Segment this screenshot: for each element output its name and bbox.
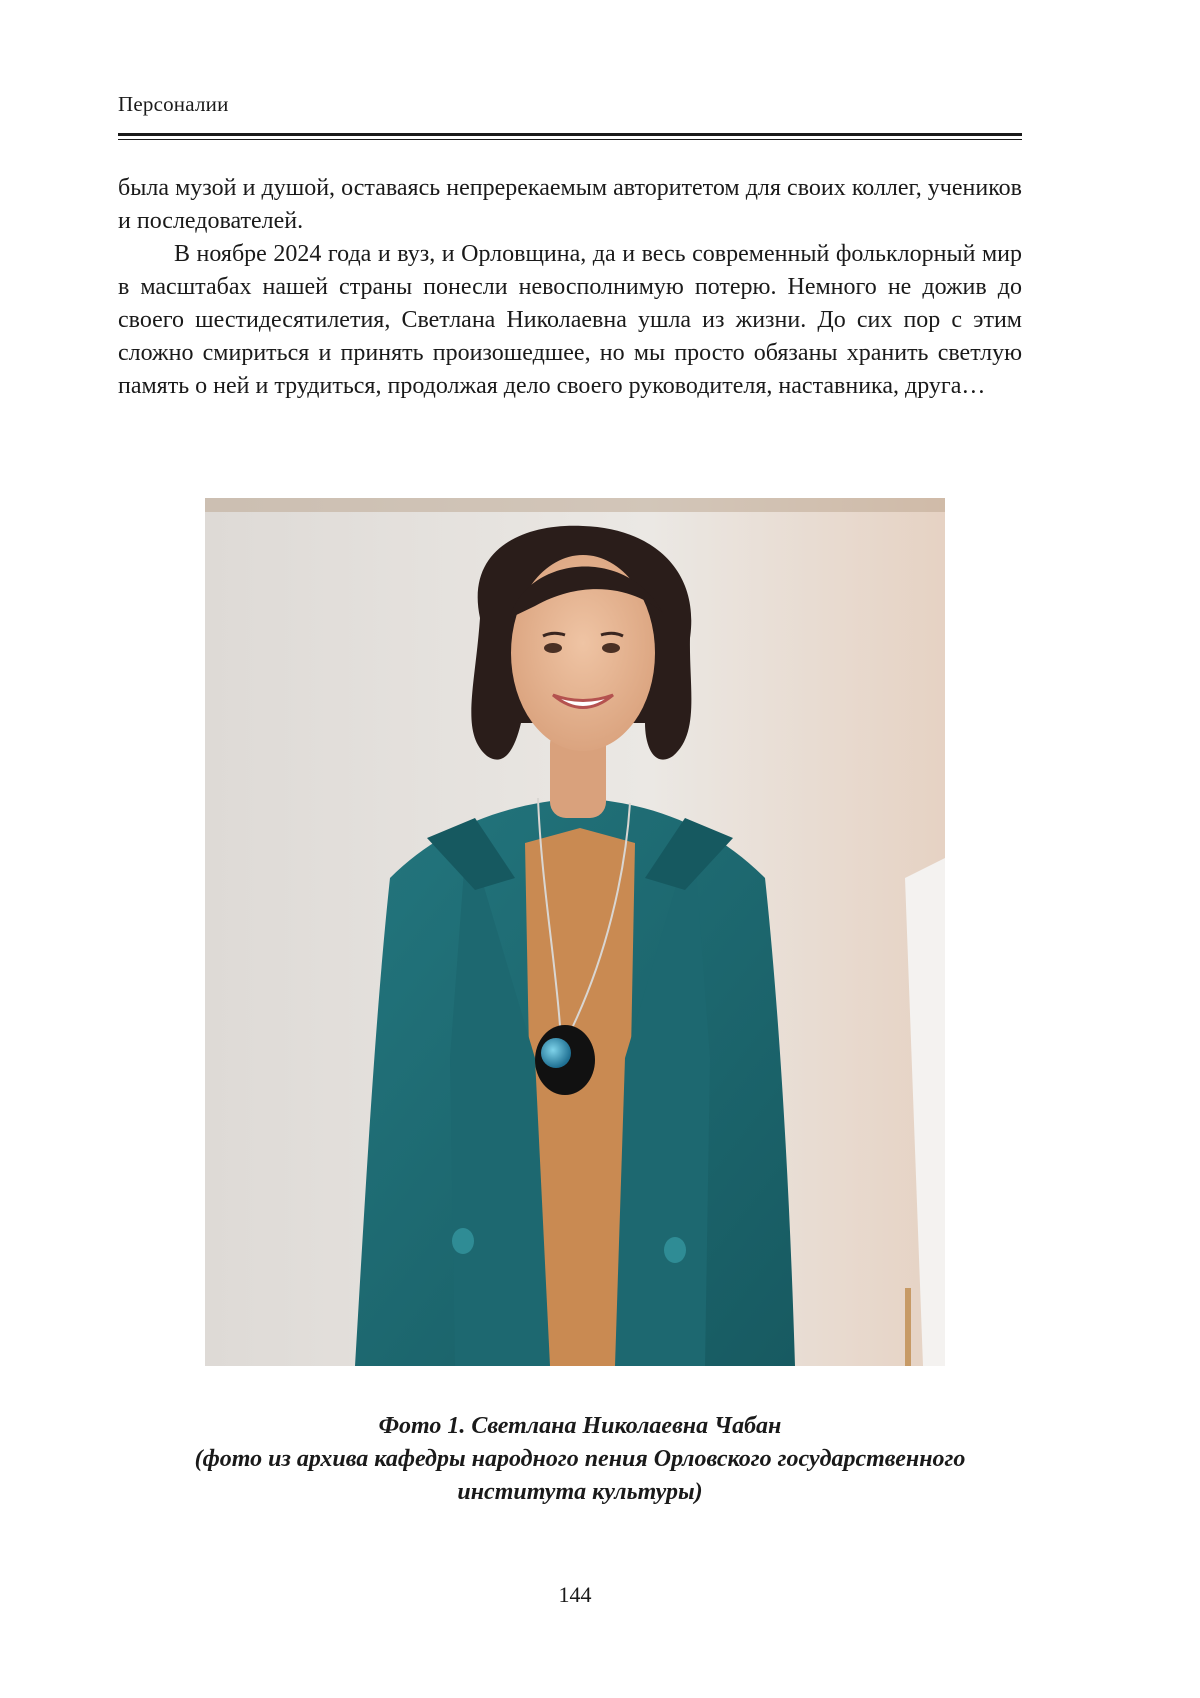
paragraph: В ноябре 2024 года и вуз, и Орловщина, да и весь современный фольклорный мир в масштабах нашей страны понесли невосполнимую потерю. Немного не дожив до своего шестидесятилетия, Светлана Николаевна ушла из жизни. До сих пор с этим сложно смириться и принять произошедшее, но мы просто обязаны хранить светлую память о ней и трудиться, продолжая дело своего руководителя, наставника, друга… [118,241,1022,399]
caption-source-line-1: (фото из архива кафедры народного пения Орловского государственного [194,1446,966,1472]
header-rule-thin [118,139,1022,140]
portrait-photo [205,498,945,1366]
figure-caption [118,1410,1042,1509]
header-rule-thick [118,133,1022,136]
caption-source-line-2: института культуры) [457,1479,703,1505]
running-head: Персоналии [118,92,229,116]
portrait-illustration [205,498,945,1366]
caption-title: Фото 1. Светлана Николаевна Чабан [378,1413,782,1439]
body-text [118,172,1022,403]
page-number: 144 [558,1582,592,1607]
paragraph-continued: была музой и душой, оставаясь непререкаемым авторитетом для своих коллег, учеников и последователей. [118,175,1022,234]
